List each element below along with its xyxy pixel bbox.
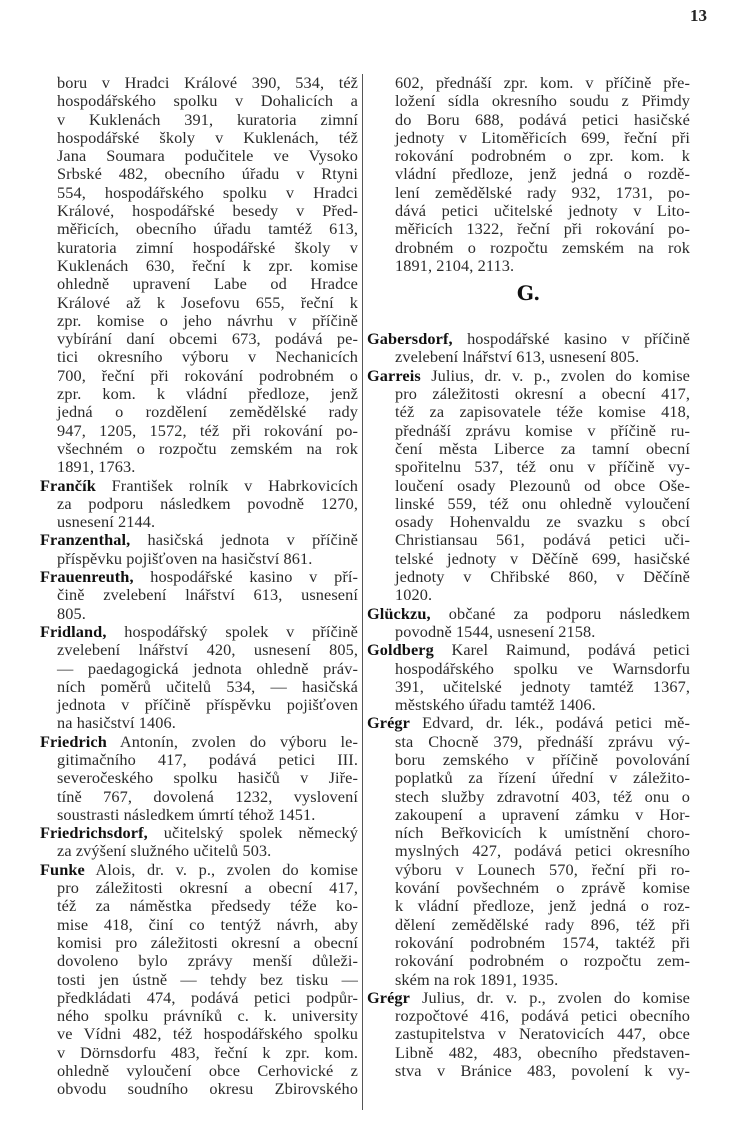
entry-line [395,184,690,202]
entry-text: 391, učitelské jednoty tamtéž 1367, [395,676,690,696]
entry-line [57,751,358,769]
entry-text: 1891, 2104, 2113. [395,255,515,275]
entry-line [57,660,358,678]
entry-text: zvelebení lnářství 420, usnesení 805, [57,640,358,660]
entry-text: Jana Soumara podučitele ve Vysoko [57,146,358,166]
entry-text: ve Vídni 482, též hospodářského spolku [57,1024,358,1044]
entry-line [57,257,358,275]
entry-text: vládní předloze, jenž jedná o rozdě- [395,164,690,184]
entry-text: rokování podrobném 1574, taktéž při [395,932,690,952]
entry-line [57,971,358,989]
entry-line [395,733,690,751]
entry-text: hasičská jednota v příčině [130,530,358,550]
entry-first-line [40,824,358,842]
entry-text: pro záležitosti okresní a obecní 417, [57,878,358,898]
entry-line [57,769,358,787]
entry-text: soustrasti následkem úmrtí téhož 1451. [57,804,316,824]
entry-line [395,257,690,275]
entry-text: hospodářského spolku v Dohalicích a [57,91,358,111]
entry-first-line [367,989,690,1007]
entry-line [57,696,358,714]
entry-line [57,550,358,568]
entry-line [57,367,358,385]
entry-line [57,513,358,531]
entry-line [395,422,690,440]
entry-line [57,440,358,458]
entry-text: zakoupení a upravení zámku v Hor- [395,804,690,824]
entry-text: komisi pro záležitosti okresní a obecní [57,932,358,952]
entry-text: 602, přednáší zpr. kom. v příčině pře- [395,73,690,92]
entry-line [395,586,690,604]
entry-text: 554, hospodářského spolku v Hradci [57,182,358,202]
entry-text: boru zemského v příčině povolování [395,749,690,769]
entry-line [57,239,358,257]
entry-first-line [40,531,358,549]
entry-text: dělení zemědělské rady 896, též při [395,914,690,934]
entry-line [395,751,690,769]
entry-text: ložení sídla okresního soudu z Přimdy [395,91,690,111]
entry-line [57,147,358,165]
entry-line [57,952,358,970]
entry-text: linské 559, též onu ohledně vyloučení [395,493,690,513]
entry-text: Edvard, dr. lék., podává petici mě- [409,713,690,733]
entry-line [395,788,690,806]
entry-line [57,1062,358,1080]
entry-first-line [57,74,358,92]
entry-text: Antonín, zvolen do výboru le- [106,731,358,751]
entry-text: drobném o rozpočtu zemském na rok [395,237,690,257]
entry-text: na hasičství 1406. [57,713,176,733]
entry-heading: Garreis [367,365,421,385]
entry-text: ních Beřkovicích k umístnění choro- [395,823,690,843]
entry-line [395,806,690,824]
entry-line [395,129,690,147]
entry-heading: Glückzu, [367,603,431,623]
entry-text: rozpočtové 416, podává petici obecního [395,1006,690,1026]
entry-text: za zvýšení služného učitelů 503. [57,841,272,861]
entry-line [395,934,690,952]
entry-line [395,1044,690,1062]
entry-line [57,842,358,860]
entry-line [57,605,358,623]
entry-text: 947, 1205, 1572, též při rokování po- [57,420,358,440]
entry-line [57,184,358,202]
entry-heading: Grégr [367,713,410,733]
entry-first-line [40,861,358,879]
entry-line [395,660,690,678]
entry-line [395,403,690,421]
entry-text: hospodářské kasino v příčině [452,329,690,349]
entry-text: stech služby zdravotní 403, též onu o [395,786,690,806]
entry-text: hospodářský spolek v příčině [106,621,358,641]
entry-text: Srbské 482, obecního úřadu v Rtyni [57,164,358,184]
entry-line [395,513,690,531]
entry-line [395,550,690,568]
entry-line [395,678,690,696]
entry-text: tíně 767, dovolená 1232, vyslovení [57,786,358,806]
entry-text: jednoty v Chřibské 860, v Děčíně [395,567,690,587]
entry-line [57,678,358,696]
entry-text: lení zemědělské rady 932, 1731, po- [395,182,690,202]
entry-line [57,806,358,824]
entry-text: měřicích 1322, řeční při rokování po- [395,219,690,239]
entry-text: přednáší zprávu komise v příčině ru- [395,420,690,440]
entry-text: zpr. komise o jeho návrhu v příčině [57,310,358,330]
entry-text: hospodářské školy v Kuklenách, též [57,127,358,147]
entry-text: mise 418, činí co tentýž návrh, aby [57,914,358,934]
entry-heading: Friedrichsdorf, [40,823,148,843]
entry-text: loučení osady Plezounů od obce Oše- [395,475,690,495]
entry-line [57,934,358,952]
entry-line [395,440,690,458]
entry-line [57,294,358,312]
entry-text: rokování podrobném o zpr. kom. k [395,146,690,166]
column-divider [362,74,363,1110]
entry-text: Libně 482, 483, obecního představen- [395,1042,690,1062]
entry-line [57,1025,358,1043]
entry-line [57,586,358,604]
entry-text: Julius, dr. v. p., zvolen do komise [409,987,690,1007]
entry-heading: Franzenthal, [40,530,131,550]
entry-line [395,769,690,787]
entry-text: v Kuklenách 391, kuratoria zimní [57,109,358,129]
entry-line [395,385,690,403]
entry-first-line [395,74,690,92]
page-number: 13 [690,6,707,25]
entry-text: předkládati 474, podává petici podpůr- [57,987,358,1007]
entry-text: Karel Raimund, podává petici [433,640,690,660]
entry-text: vybírání daní obcemi 673, podává pe- [57,329,358,349]
entry-text: poplatků za řízení úřední v záležito- [395,768,690,788]
entry-text: dává petici učitelské jednoty v Lito- [395,201,690,221]
entry-line [57,165,358,183]
entry-text: dovoleno bylo zprávy menší důleži- [57,951,358,971]
entry-text: kování povšechném o zprávě komise [395,878,690,898]
entry-line [395,239,690,257]
entry-heading: Frauenreuth, [40,567,134,587]
entry-first-line [367,605,690,623]
entry-text: čině zvelebení lnářství 613, usnesení [57,585,358,605]
entry-text: 1891, 1763. [57,457,136,477]
entry-text: stva v Bránice 483, povolení k vy- [395,1061,690,1081]
entry-line [57,220,358,238]
entry-heading: Frančík [40,475,96,495]
entry-line [57,1007,358,1025]
entry-text: sta Chocně 379, přednáší zprávu vý- [395,731,690,751]
entry-line [57,129,358,147]
entry-line [57,422,358,440]
entry-text: hospodářské kasino v pří- [133,567,358,587]
entry-line [395,623,690,641]
entry-line [395,824,690,842]
entry-text: městského úřadu tamtéž 1406. [395,695,596,715]
entry-line [395,696,690,714]
entry-text: povodně 1544, usnesení 2158. [395,621,596,641]
entry-line [57,458,358,476]
entry-text: učitelský spolek německý [147,823,358,843]
entry-first-line [40,733,358,751]
entry-line [395,92,690,110]
entry-line [395,1062,690,1080]
entry-line [395,147,690,165]
entry-line [395,531,690,549]
entry-first-line [367,367,690,385]
entry-text: též za náměstka předsedy téže ko- [57,896,358,916]
entry-line [57,275,358,293]
entry-text: pro záležitosti okresní a obecní 417, [395,384,690,404]
entry-line [57,989,358,1007]
entry-text: za podporu následkem povodně 1270, [57,493,358,513]
entry-text: ohledně vyloučení obce Cerhovické z [57,1061,358,1081]
entry-line [395,971,690,989]
entry-line [395,568,690,586]
entry-heading: Gabersdorf, [367,329,453,349]
entry-text: myslných 427, podává petici okresního [395,841,690,861]
entry-text: usnesení 2144. [57,512,156,532]
entry-text: hospodářského spolku ve Warnsdorfu [395,658,690,678]
entry-heading: Friedrich [40,731,107,751]
entry-line [395,842,690,860]
entry-text: ohledně upravení Labe od Hradce [57,274,358,294]
entry-heading: Goldberg [367,640,434,660]
entry-line [395,458,690,476]
entry-line [395,495,690,513]
entry-first-line [367,714,690,732]
entry-line [57,312,358,330]
entry-line [57,385,358,403]
entry-line [395,952,690,970]
right-column [367,74,690,1080]
entry-line [395,1025,690,1043]
entry-line [57,1080,358,1098]
entry-line [395,111,690,129]
entry-text: zastupitelstva v Neratovicích 447, obce [395,1024,690,1044]
entry-text: 700, řeční při rokování podrobném o [57,365,358,385]
entry-line [57,714,358,732]
entry-line [57,403,358,421]
entry-text: Kuklenách 630, řeční k zpr. komise [57,255,358,275]
entry-line [57,330,358,348]
entry-line [395,879,690,897]
entry-text: Christiansau 561, podává petici uči- [395,530,690,550]
entry-line [395,220,690,238]
entry-text: Králové až k Josefovu 655, řeční k [57,292,358,312]
entry-text: v Dörnsdorfu 483, řeční k zpr. kom. [57,1042,358,1062]
entry-first-line [367,641,690,659]
entry-first-line [40,568,358,586]
entry-line [57,916,358,934]
entry-text: Julius, dr. v. p., zvolen do komise [420,365,690,385]
entry-heading: Fridland, [40,621,107,641]
entry-heading: Funke [40,859,85,879]
entry-first-line [40,477,358,495]
entry-text: Alois, dr. v. p., zvolen do komise [84,859,358,879]
entry-line [57,348,358,366]
entry-line [57,495,358,513]
entry-text: — paedagogická jednota ohledně práv- [57,658,358,678]
entry-line [57,897,358,915]
entry-text: jednota v příčině příspěvku pojišťoven [57,695,358,715]
entry-text: 805. [57,603,86,623]
entry-text: spořitelnu 537, též onu v příčině vy- [395,457,690,477]
entry-text: boru v Hradci Králové 390, 534, též [57,73,358,92]
entry-text: obvodu soudního okresu Zbirovského [57,1079,358,1099]
entry-line [395,477,690,495]
entry-text: ních poměrů učitelů 534, — hasičská [57,676,358,696]
entry-text: kuratoria zimní hospodářské školy v [57,237,358,257]
entry-line [395,897,690,915]
entry-text: 1020. [395,585,433,605]
entry-text: jednoty v Litoměřicích 699, řeční při [395,127,690,147]
entry-text: zvelebení lnářství 613, usnesení 805. [395,347,640,367]
entry-line [395,348,690,366]
entry-heading: Grégr [367,987,410,1007]
entry-first-line [367,330,690,348]
entry-line [57,202,358,220]
entry-text: Králové, hospodářské besedy v Před- [57,201,358,221]
entry-line [57,92,358,110]
entry-text: jedná o rozdělení zemědělské rady [57,402,358,422]
entry-text: příspěvku pojišťoven na hasičství 861. [57,548,313,568]
entry-line [57,788,358,806]
entry-line [57,1044,358,1062]
entry-text: též za zapisovatele téže komise 418, [395,402,690,422]
entry-text: do Boru 688, podává petici hasičské [395,109,690,129]
entry-text: František rolník v Habrkovicích [95,475,358,495]
entry-text: zpr. kom. k vládní předloze, jenž [57,384,358,404]
entry-text: občané za podporu následkem [430,603,690,623]
entry-line [395,861,690,879]
entry-line [395,1007,690,1025]
entry-text: severočeského spolku hasičů v Jiře- [57,768,358,788]
entry-text: gitimačního 417, podává petici III. [57,749,358,769]
entry-text: všechném o rozpočtu zemském na rok [57,438,358,458]
entry-first-line [40,623,358,641]
entry-text: telské jednoty v Děčíně 699, hasičské [395,548,690,568]
entry-text: k vládní předloze, jenž jedná o roz- [395,896,690,916]
entry-line [395,202,690,220]
entry-text: měřicích, obecního úřadu tamtéž 613, [57,219,358,239]
entry-line [395,916,690,934]
entry-line [57,111,358,129]
entry-line [57,641,358,659]
entry-text: rokování podrobném o rozpočtu zem- [395,951,690,971]
section-letter: G. [516,281,541,306]
entry-text: čení města Liberce za tamní obecní [395,438,690,458]
entry-line [395,165,690,183]
entry-text: tosti jen ústně — tehdy bez tisku — [57,969,358,989]
entry-line [57,879,358,897]
entry-text: ného spolku právníků c. k. university [57,1006,358,1026]
entry-text: ském na rok 1891, 1935. [395,969,559,989]
entry-text: výboru v Lounech 570, řeční při ro- [395,859,690,879]
entry-text: osady Hohenvaldu ze svazku s obcí [395,512,690,532]
left-column [40,74,358,1099]
entry-text: tici okresního výboru v Nechanicích [57,347,358,367]
